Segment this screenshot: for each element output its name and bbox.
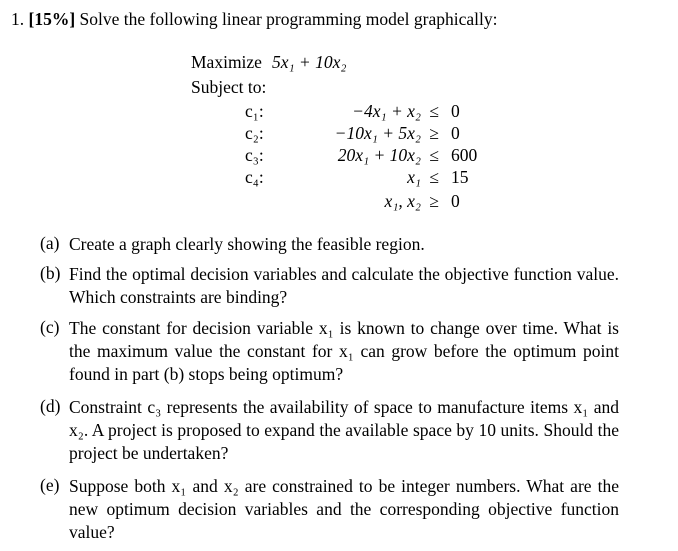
constraint-relation: ≥	[429, 123, 439, 143]
problem-header	[11, 9, 498, 31]
objective-line	[191, 52, 346, 74]
part-label: (a)	[40, 233, 60, 253]
constraint-rhs: 600	[451, 145, 478, 165]
problem-number: 1.	[11, 9, 25, 29]
part-label: (b)	[40, 263, 61, 283]
constraint-label: c₁:	[245, 101, 264, 121]
constraint-row	[191, 123, 491, 145]
constraint-rhs: 15	[451, 167, 469, 187]
constraint-row	[191, 191, 491, 213]
constraint-lhs: x₁, x₂	[384, 191, 421, 211]
constraint-row	[191, 101, 491, 123]
objective-keyword: Maximize	[191, 52, 262, 72]
constraint-row	[191, 167, 491, 189]
constraint-rhs: 0	[451, 123, 460, 143]
part-text: Create a graph clearly showing the feasible region.	[69, 234, 425, 254]
objective-expression: 5x₁ + 10x₂	[271, 52, 347, 72]
constraint-relation: ≤	[429, 167, 439, 187]
part-text: Find the optimal decision variables and calculate the objective function value. Which constraints are binding?	[69, 264, 619, 307]
subject-to-label: Subject to:	[191, 77, 267, 97]
constraint-lhs: x₁	[407, 167, 421, 187]
constraint-rhs: 0	[451, 191, 460, 211]
constraint-label: c₄:	[245, 167, 264, 187]
constraint-lhs: −4x₁ + x₂	[352, 101, 421, 121]
problem-points: [15%]	[28, 9, 76, 29]
part-text: Suppose both x₁ and x₂ are constrained to be integer numbers. What are the new optimum decision variables and the corresponding objective function value?	[69, 476, 619, 542]
part-label: (c)	[40, 317, 60, 337]
part-text: Constraint c₃ represents the availability of space to manufacture items x₁ and x₂. A project is proposed to expand the available space by 10 units. Should the project be undertaken?	[69, 397, 619, 463]
constraint-row	[191, 145, 491, 167]
constraint-lhs: −10x₁ + 5x₂	[334, 123, 421, 143]
constraint-relation: ≥	[429, 191, 439, 211]
constraint-lhs: 20x₁ + 10x₂	[337, 145, 421, 165]
problem-instruction: Solve the following linear programming model graphically:	[79, 9, 498, 29]
part-label: (e)	[40, 475, 60, 495]
part-label: (d)	[40, 396, 61, 416]
constraint-relation: ≤	[429, 101, 439, 121]
part-text: The constant for decision variable x₁ is known to change over time. What is the maximum value the constant for x₁ can grow before the optimum point found in part (b) stops being optimum?	[69, 318, 619, 384]
constraint-rhs: 0	[451, 101, 460, 121]
constraint-label: c₃:	[245, 145, 264, 165]
constraint-label: c₂:	[245, 123, 264, 143]
constraint-relation: ≤	[429, 145, 439, 165]
